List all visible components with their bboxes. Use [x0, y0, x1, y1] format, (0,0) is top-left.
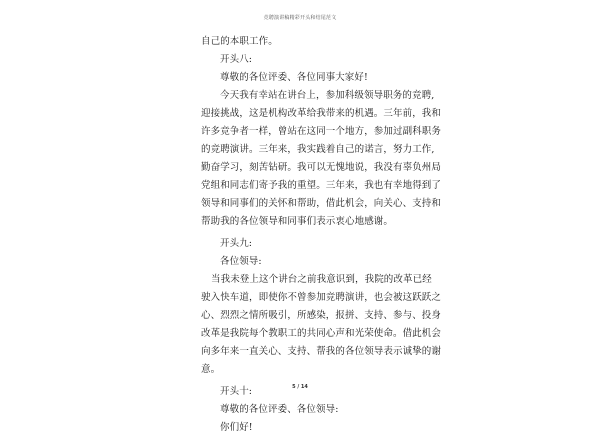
paragraph-line: 党组和同志们寄予我的重望。三年来，我也有幸地得到了 [201, 180, 442, 191]
paragraph-line: 迎接挑战，这是机构改革给我带来的机遇。三年前，我和 [201, 108, 442, 119]
section-heading-eight: 开头八: [220, 54, 253, 65]
paragraph-line: 许多竞争者一样，曾站在这同一个地方，参加过副科职务 [201, 126, 442, 137]
paragraph-first-line: 当我未登上这个讲台之前我意识到，我院的改革已经 [211, 274, 432, 285]
paragraph-first-line: 今天我有幸站在讲台上，参加科级领导职务的竞聘, [220, 90, 435, 101]
document-body [201, 33, 442, 437]
paragraph-line: 帮助我的各位领导和同事们表示衷心地感谢。 [201, 216, 394, 227]
paragraph-line: 驶入快车道，即使你不曾参加竞聘演讲，也会被这跃跃之 [201, 292, 442, 303]
document-header: 竞聘演讲稿精彩开头和结尾范文 [263, 15, 337, 21]
salutation-line: 各位领导: [220, 256, 262, 267]
section-heading-ten: 开头十: [220, 386, 253, 397]
paragraph-line: 意。 [201, 364, 221, 375]
paragraph-line: 心、烈烈之情所吸引，所感染，报拼、支持、参与、投身 [201, 310, 442, 321]
text-line: 自己的本职工作。 [201, 36, 278, 47]
salutation-line: 尊敬的各位评委、各位同事大家好! [220, 72, 368, 83]
paragraph-line: 改革是我院每个教职工的共同心声和光荣使命。借此机会 [201, 328, 442, 339]
section-heading-nine: 开头九: [220, 238, 253, 249]
paragraph-line: 领导和同事们的关怀和帮助，借此机会，向关心、支持和 [201, 198, 442, 209]
page-number: 5 / 14 [292, 384, 308, 390]
greeting-line: 你们好! [220, 422, 253, 433]
paragraph-line: 向多年来一直关心、支持、帮我的各位领导表示诚挚的谢 [201, 346, 442, 357]
salutation-line: 尊敬的各位评委、各位领导: [220, 404, 339, 415]
paragraph-line: 的竞聘演讲。三年来，我实践着自己的诺言，努力工作, [201, 144, 435, 155]
paragraph-line: 勤奋学习，刻苦钻研。我可以无愧地说，我没有辜负州局 [201, 162, 442, 173]
